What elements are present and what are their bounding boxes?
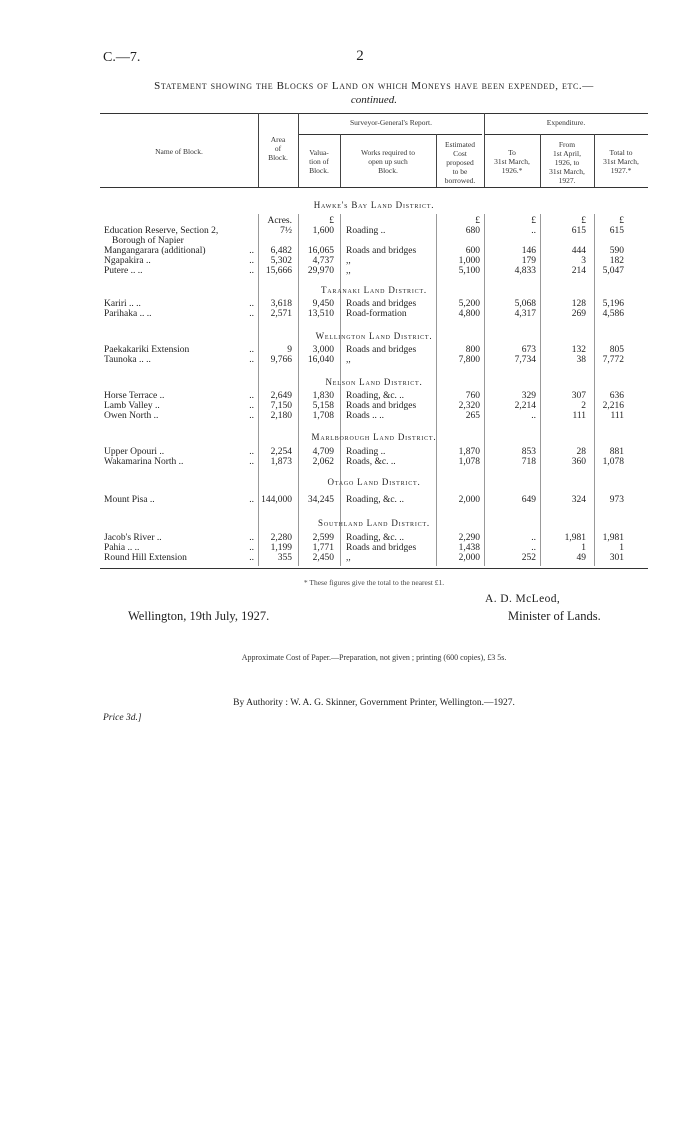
leader-dots: .. [249, 543, 254, 553]
table-bottom-rule [100, 568, 648, 569]
block-valuation: 1,600 [312, 226, 334, 236]
block-name: Mangangarara (additional) [104, 246, 206, 256]
block-valuation: 9,450 [312, 299, 334, 309]
estimated-cost: 2,000 [458, 553, 480, 563]
estimated-cost: 2,000 [458, 495, 480, 505]
table-row [104, 355, 652, 365]
district-heading: Hawke's Bay Land District. [313, 200, 435, 210]
block-area: 6,482 [270, 246, 292, 256]
works-required: ,, [346, 266, 351, 276]
expenditure-to-1926: 146 [521, 246, 536, 256]
district-heading: Southland Land District. [318, 518, 430, 528]
block-name: Kariri .. .. [104, 299, 141, 309]
block-name: Ngapakira .. [104, 256, 151, 266]
header-estimated-cost: Estimated Cost proposed to be borrowed. [444, 140, 476, 185]
expenditure-total: 1 [619, 543, 624, 553]
expenditure-total: 182 [609, 256, 624, 266]
block-valuation: 34,245 [307, 495, 334, 505]
estimated-cost: 800 [465, 345, 480, 355]
block-valuation: 2,599 [312, 533, 334, 543]
estimated-cost: 1,438 [458, 543, 480, 553]
works-required: ,, [346, 355, 351, 365]
expenditure-to-1926: 329 [521, 391, 536, 401]
expenditure-total: 1,981 [602, 533, 624, 543]
leader-dots: .. [249, 457, 254, 467]
district-heading: Otago Land District. [327, 477, 421, 487]
block-valuation: 16,040 [307, 355, 334, 365]
leader-dots: .. [249, 256, 254, 266]
block-valuation: 2,450 [312, 553, 334, 563]
expenditure-total: 2,216 [602, 401, 624, 411]
table-row [104, 543, 652, 553]
leader-dots: .. [249, 309, 254, 319]
header-surveyor-general-report: Surveyor-General's Report. [349, 118, 432, 127]
estimated-cost: 4,800 [458, 309, 480, 319]
units-row [104, 216, 652, 226]
expenditure-1926-1927: 324 [571, 495, 586, 505]
header-expenditure: Expenditure. [546, 118, 586, 127]
estimated-cost: 2,290 [458, 533, 480, 543]
expenditure-1926-1927: 1 [581, 543, 586, 553]
estimated-cost: 5,200 [458, 299, 480, 309]
header-from-1926-to-1927: From 1st April, 1926, to 31st March, 1927. [549, 140, 585, 185]
block-name: Paekakariki Extension [104, 345, 190, 355]
works-required: Roading, &c. .. [346, 391, 405, 401]
expenditure-1926-1927: 132 [571, 345, 586, 355]
block-name: Upper Opouri .. [104, 447, 165, 457]
block-area: 2,571 [270, 309, 292, 319]
works-required: ,, [346, 553, 351, 563]
unit-valuation: £ [329, 216, 334, 226]
statement-title: Statement showing the Blocks of Land on which Moneys have been expended, etc.— [154, 80, 594, 92]
block-valuation: 13,510 [307, 309, 334, 319]
unit-total: £ [619, 216, 624, 226]
statement-title-continued: continued. [350, 94, 398, 106]
footnote: * These figures give the total to the nearest £1. [303, 578, 445, 587]
header-total-to-1927: Total to 31st March, 1927.* [603, 148, 639, 175]
block-valuation: 3,000 [312, 345, 334, 355]
estimated-cost: 5,100 [458, 266, 480, 276]
expenditure-to-1926: .. [531, 226, 536, 236]
works-required: Roads and bridges [346, 345, 417, 355]
block-area: 15,666 [265, 266, 292, 276]
works-required: Roading, &c. .. [346, 495, 405, 505]
table-row [104, 495, 652, 505]
block-valuation: 1,830 [312, 391, 334, 401]
block-name: Horse Terrace .. [104, 391, 165, 401]
leader-dots: .. [249, 299, 254, 309]
expenditure-total: 7,772 [602, 355, 624, 365]
table-row [104, 236, 652, 246]
expenditure-to-1926: 5,068 [514, 299, 536, 309]
table-row [104, 391, 652, 401]
leader-dots: .. [249, 447, 254, 457]
expenditure-total: 615 [609, 226, 624, 236]
block-area: 7½ [280, 226, 292, 236]
block-area: 7,150 [270, 401, 292, 411]
expenditure-to-1926: 4,833 [514, 266, 536, 276]
expenditure-to-1926: 4,317 [514, 309, 536, 319]
expenditure-total: 590 [609, 246, 624, 256]
expenditure-1926-1927: 214 [571, 266, 586, 276]
block-area: 144,000 [261, 495, 292, 505]
expenditure-to-1926: .. [531, 411, 536, 421]
table-row [104, 266, 652, 276]
approximate-cost: Approximate Cost of Paper.—Preparation, not given ; printing (600 copies), £3 5s. [241, 653, 507, 662]
expenditure-1926-1927: 2 [581, 401, 586, 411]
expenditure-total: 301 [609, 553, 624, 563]
leader-dots: .. [249, 401, 254, 411]
block-area: 9 [287, 345, 292, 355]
expenditure-total: 5,196 [602, 299, 624, 309]
unit-from: £ [581, 216, 586, 226]
expenditure-to-1926: 2,214 [514, 401, 536, 411]
block-area: 9,766 [270, 355, 292, 365]
works-required: Roading, &c. .. [346, 533, 405, 543]
expenditure-1926-1927: 307 [571, 391, 586, 401]
block-name: Mount Pisa .. [104, 495, 155, 505]
price: Price 3d.] [103, 713, 142, 723]
expenditure-to-1926: 252 [521, 553, 536, 563]
works-required: ,, [346, 256, 351, 266]
block-name: Education Reserve, Section 2, [104, 226, 219, 236]
expenditure-1926-1927: 128 [571, 299, 586, 309]
table-row [104, 256, 652, 266]
table-row [104, 447, 652, 457]
expenditure-group-rule [484, 134, 648, 135]
district-heading: Marlborough Land District. [311, 432, 437, 442]
table-row [104, 401, 652, 411]
expenditure-to-1926: .. [531, 533, 536, 543]
block-area: 2,254 [270, 447, 292, 457]
expenditure-1926-1927: 1,981 [564, 533, 586, 543]
block-name: Lamb Valley .. [104, 401, 160, 411]
unit-to: £ [531, 216, 536, 226]
table-row [104, 299, 652, 309]
expenditure-total: 805 [609, 345, 624, 355]
works-required: Roads .. .. [346, 411, 384, 421]
block-name: Putere .. .. [104, 266, 143, 276]
block-valuation: 4,709 [312, 447, 334, 457]
block-name: Jacob's River .. [104, 533, 162, 543]
leader-dots: .. [249, 355, 254, 365]
block-name: Pahia .. .. [104, 543, 140, 553]
block-area: 355 [277, 553, 292, 563]
expenditure-to-1926: 673 [521, 345, 536, 355]
expenditure-1926-1927: 360 [571, 457, 586, 467]
works-required: Road-formation [346, 309, 407, 319]
block-valuation: 29,970 [307, 266, 334, 276]
expenditure-1926-1927: 28 [576, 447, 586, 457]
estimated-cost: 680 [465, 226, 480, 236]
block-name: Borough of Napier [112, 236, 184, 246]
estimated-cost: 600 [465, 246, 480, 256]
header-to-1926: To 31st March, 1926.* [494, 148, 530, 175]
leader-dots: .. [249, 411, 254, 421]
block-valuation: 16,065 [307, 246, 334, 256]
printer-authority: By Authority : W. A. G. Skinner, Government Printer, Wellington.—1927. [233, 698, 515, 708]
expenditure-to-1926: .. [531, 543, 536, 553]
estimated-cost: 760 [465, 391, 480, 401]
table-row [104, 226, 652, 236]
signatory-title: Minister of Lands. [508, 609, 601, 623]
block-area: 2,280 [270, 533, 292, 543]
block-name: Wakamarina North .. [104, 457, 184, 467]
leader-dots: .. [249, 345, 254, 355]
page-number: 2 [356, 48, 364, 64]
expenditure-to-1926: 7,734 [514, 355, 536, 365]
works-required: Roads and bridges [346, 246, 417, 256]
unit-estimated: £ [475, 216, 480, 226]
table-row [104, 457, 652, 467]
expenditure-total: 5,047 [602, 266, 624, 276]
expenditure-1926-1927: 269 [571, 309, 586, 319]
estimated-cost: 1,078 [458, 457, 480, 467]
works-required: Roads and bridges [346, 543, 417, 553]
place-date: Wellington, 19th July, 1927. [128, 609, 270, 623]
block-area: 3,618 [270, 299, 292, 309]
table-row [104, 345, 652, 355]
block-valuation: 1,708 [312, 411, 334, 421]
surveyor-group-rule [298, 134, 482, 135]
block-valuation: 1,771 [312, 543, 334, 553]
district-heading: Nelson Land District. [325, 377, 423, 387]
series-reference: C.—7. [103, 50, 141, 65]
table-top-rule [100, 113, 648, 114]
works-required: Roads and bridges [346, 299, 417, 309]
block-name: Owen North .. [104, 411, 159, 421]
leader-dots: .. [249, 553, 254, 563]
works-required: Roading .. [346, 447, 386, 457]
block-area: 2,649 [270, 391, 292, 401]
header-works-required: Works required to open up such Block. [361, 148, 415, 175]
block-valuation: 5,158 [312, 401, 334, 411]
expenditure-total: 636 [609, 391, 624, 401]
table-row [104, 411, 652, 421]
table-row [104, 309, 652, 319]
works-required: Roads and bridges [346, 401, 417, 411]
leader-dots: .. [249, 533, 254, 543]
header-area: Area of Block. [268, 135, 288, 162]
table-header-bottom-rule [100, 187, 648, 188]
leader-dots: .. [249, 391, 254, 401]
expenditure-to-1926: 649 [521, 495, 536, 505]
works-required: Roads, &c. .. [346, 457, 396, 467]
expenditure-1926-1927: 3 [581, 256, 586, 266]
expenditure-1926-1927: 111 [572, 411, 586, 421]
estimated-cost: 7,800 [458, 355, 480, 365]
leader-dots: .. [249, 266, 254, 276]
unit-area: Acres. [267, 216, 292, 226]
expenditure-1926-1927: 38 [576, 355, 586, 365]
expenditure-1926-1927: 615 [571, 226, 586, 236]
estimated-cost: 1,000 [458, 256, 480, 266]
block-name: Taunoka .. .. [104, 355, 151, 365]
table-row [104, 246, 652, 256]
estimated-cost: 1,870 [458, 447, 480, 457]
signatory-name: A. D. McLeod, [485, 593, 561, 605]
leader-dots: .. [249, 495, 254, 505]
block-valuation: 2,062 [312, 457, 334, 467]
district-heading: Wellington Land District. [315, 331, 433, 341]
expenditure-total: 973 [609, 495, 624, 505]
expenditure-to-1926: 853 [521, 447, 536, 457]
block-area: 2,180 [270, 411, 292, 421]
estimated-cost: 2,320 [458, 401, 480, 411]
expenditure-total: 881 [609, 447, 624, 457]
expenditure-total: 4,586 [602, 309, 624, 319]
block-valuation: 4,737 [312, 256, 334, 266]
block-area: 5,302 [270, 256, 292, 266]
header-name-of-block: Name of Block. [155, 147, 203, 156]
district-heading: Taranaki Land District. [321, 285, 427, 295]
expenditure-to-1926: 179 [521, 256, 536, 266]
block-area: 1,873 [270, 457, 292, 467]
block-name: Parihaka .. .. [104, 309, 152, 319]
expenditure-total: 111 [610, 411, 624, 421]
block-name: Round Hill Extension [104, 553, 187, 563]
leader-dots: .. [249, 246, 254, 256]
table-row [104, 533, 652, 543]
expenditure-1926-1927: 49 [576, 553, 586, 563]
expenditure-total: 1,078 [602, 457, 624, 467]
expenditure-1926-1927: 444 [571, 246, 586, 256]
header-valuation: Valua- tion of Block. [309, 148, 329, 175]
estimated-cost: 265 [465, 411, 480, 421]
table-row [104, 553, 652, 563]
works-required: Roading .. [346, 226, 386, 236]
expenditure-to-1926: 718 [521, 457, 536, 467]
block-area: 1,199 [270, 543, 292, 553]
